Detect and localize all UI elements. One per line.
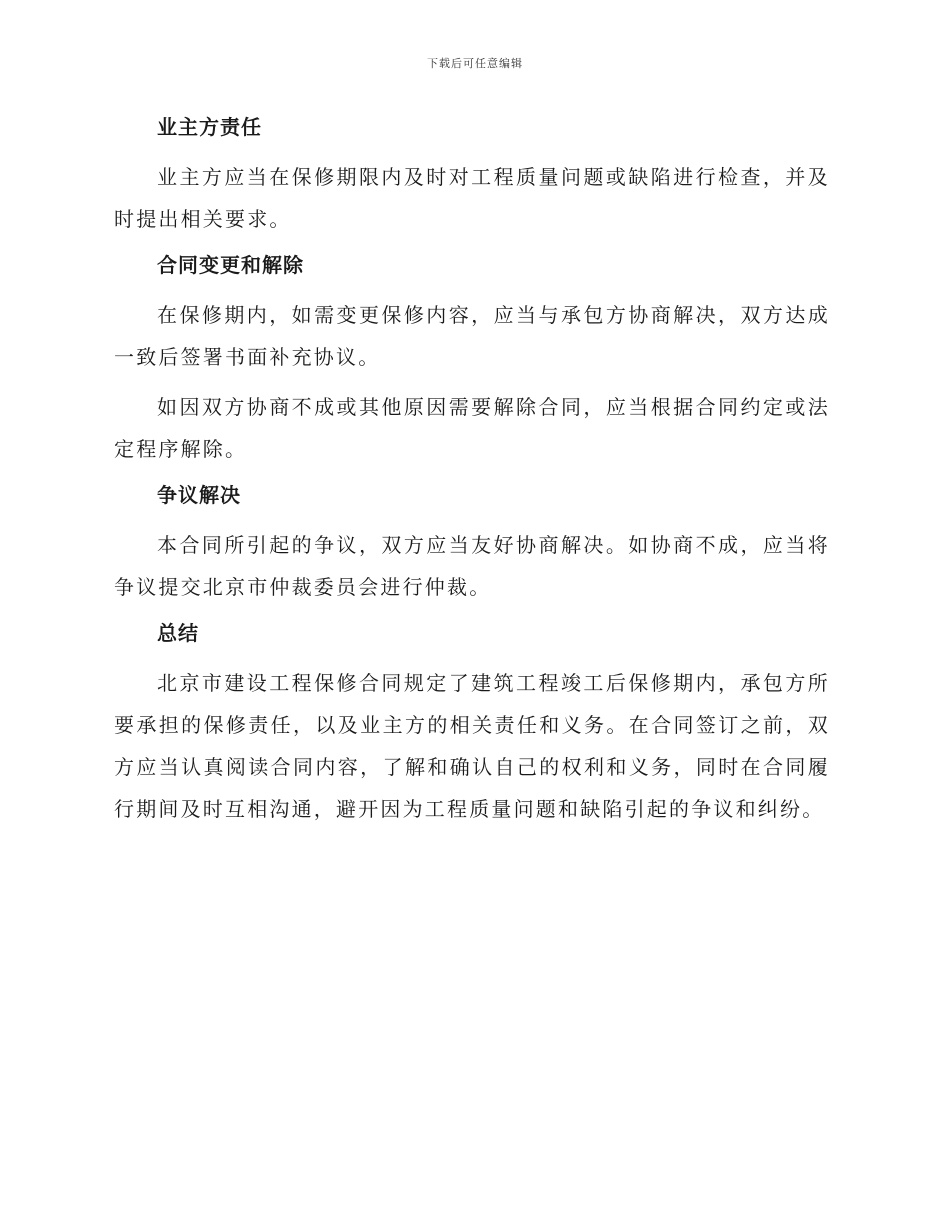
paragraph: 如因双方协商不成或其他原因需要解除合同，应当根据合同约定或法定程序解除。 xyxy=(114,395,830,461)
paragraph: 在保修期内，如需变更保修内容，应当与承包方协商解决，双方达成一致后签署书面补充协议。 xyxy=(114,303,830,369)
section-heading-contract-change: 合同变更和解除 xyxy=(157,253,304,277)
page-header: 下载后可任意编辑 xyxy=(427,57,523,70)
paragraph: 本合同所引起的争议，双方应当友好协商解决。如协商不成，应当将争议提交北京市仲裁委员会进行仲裁。 xyxy=(114,533,830,599)
section-heading-summary: 总结 xyxy=(157,621,199,645)
paragraph: 业主方应当在保修期限内及时对工程质量问题或缺陷进行检查，并及时提出相关要求。 xyxy=(114,165,830,231)
section-heading-dispute-resolution: 争议解决 xyxy=(157,483,241,507)
paragraph: 北京市建设工程保修合同规定了建筑工程竣工后保修期内，承包方所要承担的保修责任，以及业主方的相关责任和义务。在合同签订之前，双方应当认真阅读合同内容，了解和确认自己的权利和义务，同时在合同履行期间及时互相沟通，避开因为工程质量问题和缺陷引起的争议和纠纷。 xyxy=(114,671,830,821)
section-heading-owner-responsibility: 业主方责任 xyxy=(157,115,262,139)
document-body xyxy=(114,112,830,830)
